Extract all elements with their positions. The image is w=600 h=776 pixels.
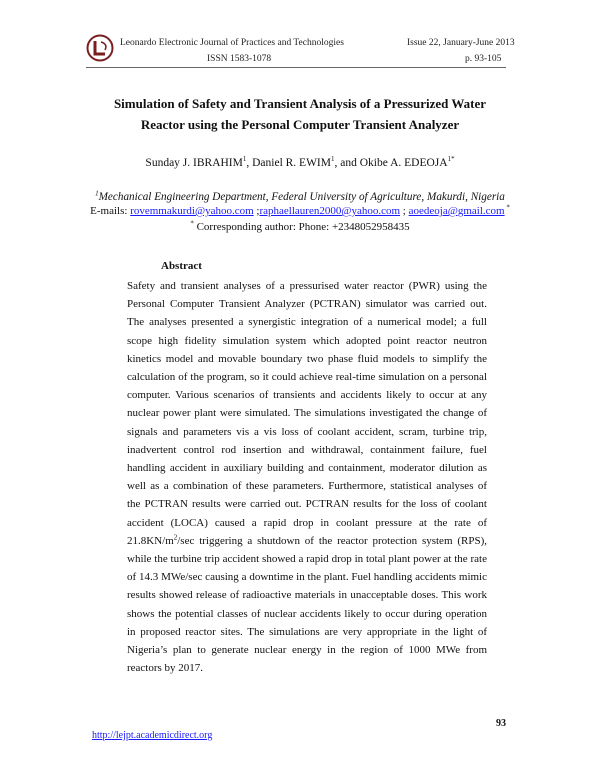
- author-sup: 1: [242, 155, 247, 164]
- page-range: p. 93-105: [465, 54, 502, 64]
- author-separator: , and: [334, 157, 360, 169]
- abstract-body: [127, 277, 487, 677]
- affiliation: [60, 191, 540, 203]
- abstract-text-2: /sec triggering a shutdown of the reactor protection system (RPS), while the turbine trip accident showed a rapid drop in total plant power at the rate of 14.3 MWe/sec causing a downtime in the plant. Fuel handling accidents mimic results showed release of radioactive materials in unacceptable doses. This work shows the potential classes of nuclear accidents likely to occur during operation in proposed reactor sites. The simulations are very appropriate in the light of Nigeria’s plan to generate nuclear energy in the region of 1000 MWe from reactors by 2017.: [127, 534, 487, 675]
- journal-logo-icon: [86, 34, 114, 62]
- paper-title: [90, 93, 510, 135]
- journal-name: Leonardo Electronic Journal of Practices and Technologies: [120, 38, 344, 48]
- email-link-2[interactable]: raphaellauren2000@yahoo.com: [259, 205, 401, 217]
- author-separator: ,: [246, 157, 253, 169]
- page-number: 93: [496, 718, 506, 729]
- email-line: [40, 205, 560, 217]
- author-name: Sunday J. IBRAHIM: [145, 157, 243, 169]
- issn: ISSN 1583-1078: [207, 54, 272, 64]
- author-sup: 1: [331, 155, 335, 164]
- emails-label: E-mails:: [90, 205, 131, 217]
- abstract-paragraph: [127, 277, 487, 677]
- email-link-3[interactable]: aoedeoja@gmail.com: [408, 205, 505, 217]
- email-separator: ;: [253, 205, 260, 217]
- abstract-text-1: Safety and transient analyses of a pressurised water reactor (PWR) using the Personal Computer Transient Analyzer (PCTRAN) simulator was carried out. The analyses presented a synergistic integration of a numerical model; a full scope high fidelity simulation system which adopted point reactor neutron kinetics model and movable boundary two phase fluid models to simplify the calculation of the program, so it could achieve real-time simulation on a personal computer. Various scenarios of transients and accidents likely to occur at any nuclear power plant were simulated. The simulations investigated the change of signals and parameters vis a vis loss of coolant accident, scram, turbine trip, inadvertent control rod insertion and withdrawal, containment failure, fuel handling accident in auxiliary building and containment, moderator dilution as well as a combination of these parameters. Furthermore, statistical analyses of the PCTRAN results were carried out. PCTRAN results for the loss of coolant accident (LOCA) caused a rapid drop in coolant pressure at the rate of 21.8KN/m: [127, 280, 487, 547]
- email-separator: ;: [400, 205, 409, 217]
- author-name: Daniel R. EWIM: [252, 157, 331, 169]
- abstract-sup: 2: [173, 533, 178, 542]
- email-link-1[interactable]: rovemmakurdi@yahoo.com: [130, 205, 254, 217]
- title-line-1: Simulation of Safety and Transient Analysis of a Pressurized Water: [113, 96, 487, 111]
- corresponding-author: [60, 221, 540, 233]
- author-list: [60, 157, 540, 169]
- affiliation-text: Mechanical Engineering Department, Federal University of Agriculture, Makurdi, Nigeria: [98, 191, 505, 203]
- affiliation-sup: 1: [95, 189, 99, 198]
- author-sup: 1*: [447, 155, 455, 164]
- author-name: Okibe A. EDEOJA: [359, 157, 448, 169]
- email-star: *: [504, 203, 510, 212]
- header-rule: [86, 67, 506, 68]
- corr-star: *: [190, 219, 194, 228]
- journal-url-link[interactable]: http://lejpt.academicdirect.org: [92, 730, 213, 741]
- issue-info: Issue 22, January-June 2013: [407, 38, 515, 48]
- title-line-2: Reactor using the Personal Computer Transient Analyzer: [140, 117, 460, 132]
- corresponding-text: Corresponding author: Phone: +2348052958435: [193, 221, 410, 233]
- abstract-heading: Abstract: [161, 260, 202, 272]
